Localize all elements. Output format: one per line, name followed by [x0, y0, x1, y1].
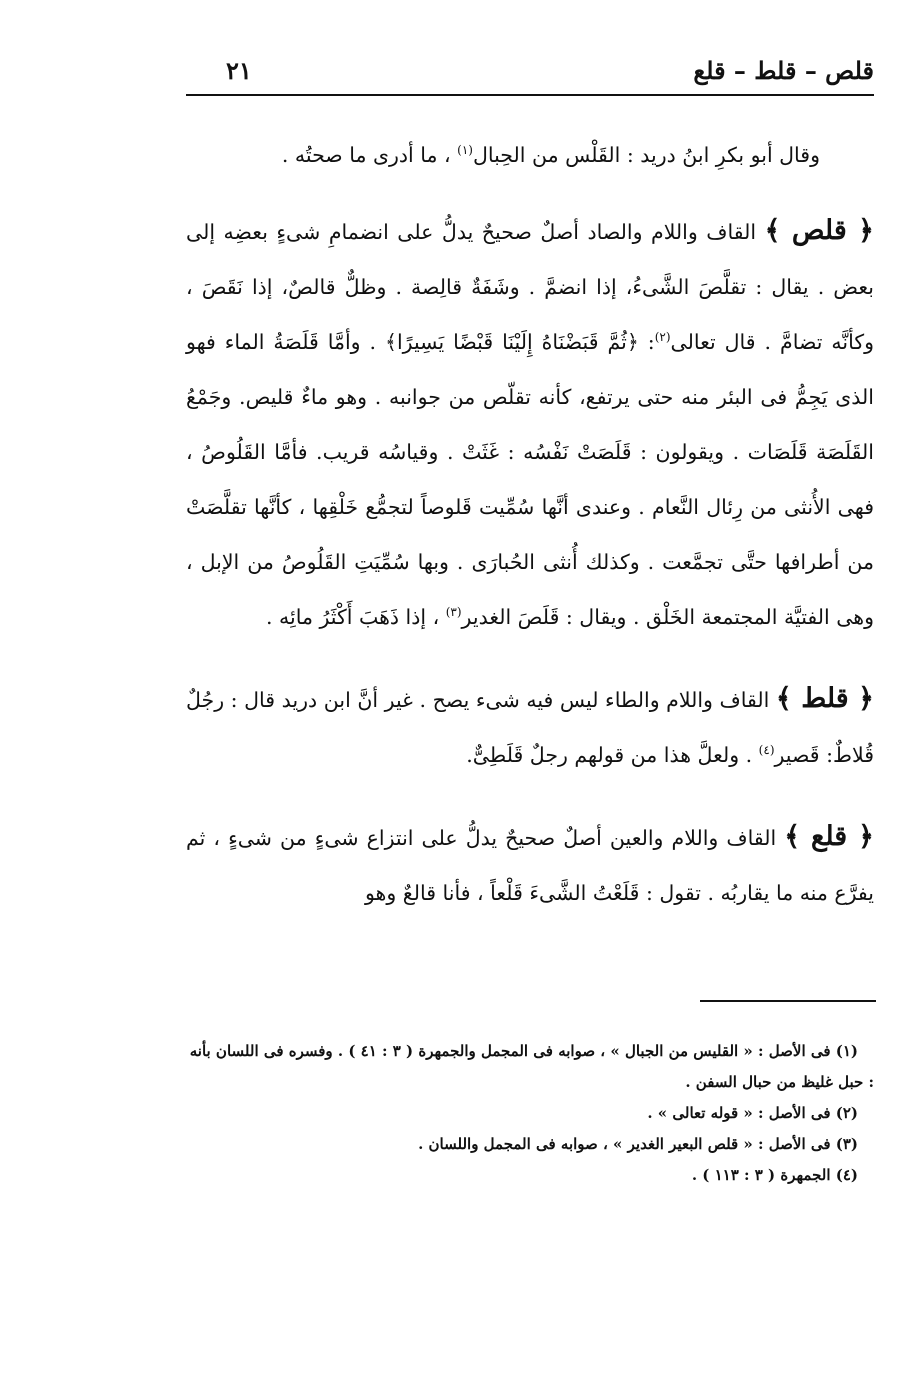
headword: ﴿ قلط ﴾ [775, 683, 874, 714]
footnote-4: (٤) الجمهرة ( ٣ : ١١٣ ) . [691, 1166, 858, 1184]
entry-text: القاف واللام والطاء ليس فيه شىء يصح . غير أنَّ ابن دريد قال : رجُلٌ قُلاطٌ: قَصير [186, 688, 874, 767]
footnote-3: (٣) فى الأصل : « قلص البعير الغدير » ، صوابه فى المجمل واللسان . [418, 1135, 858, 1153]
entry-text: ، إذا ذَهَبَ أَكْثَرُ مائِه . [266, 605, 446, 629]
intro-text: وقال أبو بكرِ ابنُ دريد : القَلْس من الحِبال [472, 143, 820, 167]
entry-text: القاف واللام والصاد أصلٌ صحيحٌ يدلُّ على انضمامِ شىءٍ بعضِه إلى بعض . يقال : تقلَّصَ الشَّىءُ، إذا انضمَّ . وشَفَةٌ قالِصة . وظلٌّ قالصٌ، إذا نَقَصَ ، وكأنَّه تضامَّ . قال تعالى [186, 220, 874, 354]
footnote-ref: (١) [457, 143, 473, 158]
entry-qla [186, 809, 874, 921]
headword: ﴿ قلع ﴾ [784, 821, 874, 852]
entry-text: القاف واللام والعين أصلٌ صحيحٌ يدلُّ على انتزاع شىءٍ من شىءٍ ، ثم يفرَّع منه ما يقاربُه . تقول : قَلَعْتُ الشَّىءَ قَلْعاً ، فأنا قالعٌ وهو [186, 826, 874, 905]
footnotes [186, 1036, 874, 1191]
footnote-ref: (٣) [445, 605, 462, 620]
main-text [186, 128, 874, 921]
intro-paragraph [186, 128, 874, 183]
header-title: قلص – قلط – قلع [693, 56, 874, 85]
entry-text: . ولعلَّ هذا من قولهم رجلٌ قَلَطِىٌّ. [466, 743, 759, 767]
headword: ﴿ قلص ﴾ [764, 215, 874, 246]
footnote-ref: (٢) [654, 330, 671, 345]
footnote-1: (١) فى الأصل : « القليس من الجبال » ، صوابه فى المجمل والجمهرة ( ٣ : ٤١ ) . وفسره فى اللسان بأنه : حبل غليظ من حبال السفن . [189, 1042, 874, 1091]
entry-qlt [186, 671, 874, 783]
entry-qls [186, 203, 874, 645]
footnote-rule [700, 1000, 876, 1002]
footnote-ref: (٤) [758, 743, 775, 758]
running-header [186, 52, 874, 96]
page-number: ٢١ [226, 56, 252, 85]
footnote-2: (٢) فى الأصل : « قوله تعالى » . [647, 1104, 858, 1122]
intro-text-end: ، ما أدرى ما صحتُه . [281, 143, 458, 167]
entry-text: : ﴿ثُمَّ قَبَضْنَاهُ إِلَيْنَا قَبْضًا يَسِيرًا﴾ . وأمَّا قَلَصَةُ الماء فهو الذى يَجِمُّ فى البئر منه حتى يرتفع، كأنه تقلّص من جوانبه . وهو ماءٌ قليص. وجَمْعُ القَلَصَة قَلَصَات . ويقولون : قَلَصَتْ نَفْسُه : غَثَتْ . وقياسُه قريب. فأمَّا القَلُوصُ ، فهى الأُنثى من رِئال النَّعام . وعندى أنَّها سُمِّيت قَلوصاً لتجمُّع خَلْقِها ، كأنَّها تقلَّصَتْ من أطرافها حتَّى تجمَّعت . وكذلك أُنثى الحُبارَى . وبها سُمِّيَتِ القَلُوصُ من الإبل ، وهى الفتيَّة المجتمعة الخَلْق . ويقال : قَلَصَ الغدير [186, 330, 874, 629]
